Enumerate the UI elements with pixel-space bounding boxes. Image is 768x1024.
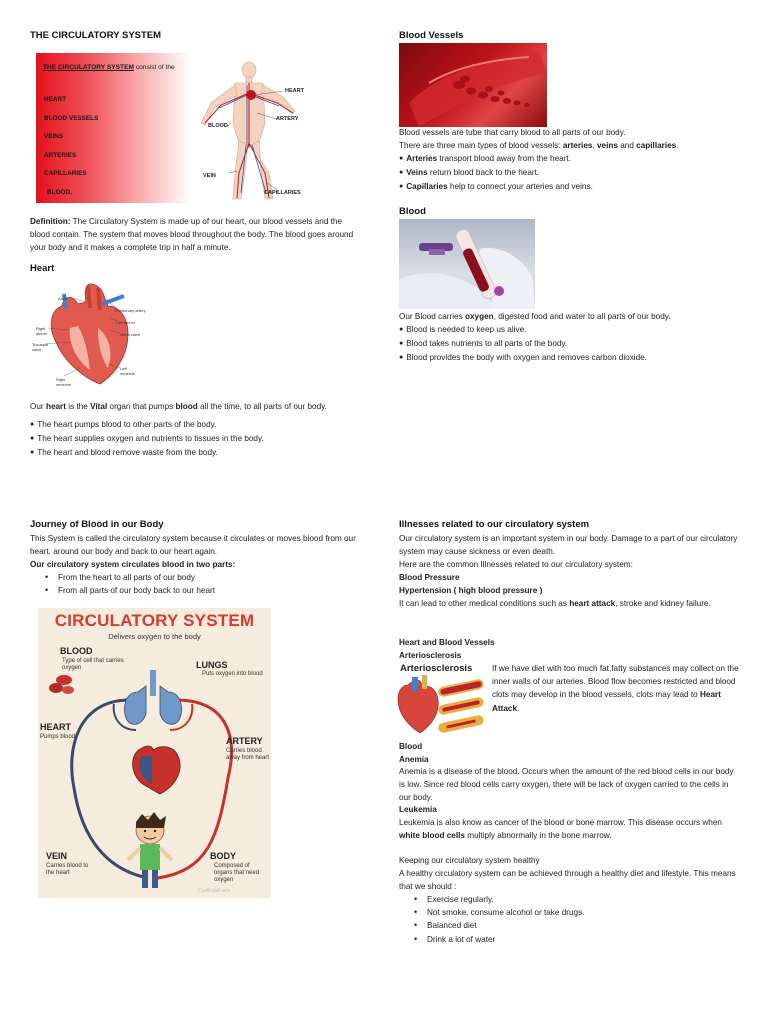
hero-consist-rest: consist of the [133, 64, 175, 71]
list-item: ● Veins return blood back to the heart. [399, 166, 744, 180]
hero-consist-bold: THE CIRCULATORY SYSTEM [43, 64, 134, 71]
arteriosclerosis-image-title: Arteriosclerosis [400, 663, 473, 674]
keeping-healthy-list [399, 893, 739, 946]
list-item: ● Blood provides the body with oxygen and removes carbon dioxide. [399, 351, 744, 365]
journey-paragraph: This System is called the circulatory system because it circulates or moves blood from our heart, around our body and back to our heart again. [30, 534, 356, 557]
blood-bullet-list [399, 323, 744, 366]
definition-paragraph: Definition: The Circulatory System is made up of our heart, our blood vessels and the blood contain. The system that moves blood throughout the body. The blood goes around your body and it makes a complete trip in half a minute. [30, 217, 354, 253]
vessels-line-2: There are three main types of blood vessels: arteries, veins and capillaries. [399, 141, 679, 150]
vessels-bullet-list [399, 152, 744, 195]
hero-item: ARTERIES [44, 151, 77, 159]
list-item: • From the heart to all parts of our body [30, 571, 375, 584]
arteriosclerosis-text: If we have diet with too much fat,fatty substances may collect on the inner walls of our arteries. Blood flow becomes restricted and blood clots may develop in the blood vessels, clots may lead to Heart Attack. [492, 664, 739, 713]
heart-and-vessels-heading: Heart and Blood Vessels [399, 638, 495, 647]
page-title: THE CIRCULATORY SYSTEM [30, 30, 162, 41]
list-item: ● Blood takes nutrients to all parts of the body. [399, 337, 744, 351]
journey-bold-line: Our circulatory system circulates blood in two parts: [30, 560, 236, 569]
illnesses-heading: Illnesses related to our circulatory system [399, 519, 590, 530]
leukemia-heading: Leukemia [399, 805, 437, 814]
label-pulmonary-artery: Pulmonary artery [115, 308, 146, 313]
hero-item: BLOOD. [47, 188, 72, 196]
list-item: • Balanced diet [399, 919, 739, 932]
blood-vessel-image [399, 43, 547, 127]
anemia-heading: Anemia [399, 755, 429, 764]
hero-item: CAPILLARIES [44, 170, 87, 177]
figure-label-vein: VEIN [203, 173, 216, 179]
list-item: ● Capillaries help to connect your arteries and veins. [399, 180, 744, 194]
journey-heading: Journey of Blood in our Body [30, 519, 164, 530]
illness-intro: Our circulatory system is an important system in our body. Damage to a part of our circulatory system may cause sickness or even death. [399, 534, 738, 557]
label-tricuspid-valve: Tricuspid valve [32, 342, 49, 352]
poster-watermark: CoolKidsFacts [198, 888, 231, 894]
poster-artery-heading: ARTERY [226, 736, 263, 746]
hero-item: BLOOD VESSELS [44, 114, 99, 122]
vessels-line-1: Blood vessels are tube that carry blood to all parts of our body. [399, 128, 626, 137]
blood-carries-line: Our Blood carries oxygen, digested food and water to all parts of our body. [399, 312, 671, 321]
journey-bullet-list [30, 571, 375, 597]
heart-vital-sentence: Our heart is the Vital organ that pumps blood all the time, to all parts of our body. [30, 402, 327, 411]
heart-bullet-list [30, 418, 370, 461]
illness-common-line: Here are the common Illnesses related to our circulatory system: [399, 560, 633, 569]
label-aorta: Aorta [58, 296, 68, 301]
poster-heart-text: Pumps blood [40, 734, 76, 740]
poster-vein-text: Carries blood to the heart [46, 863, 89, 876]
anemia-text: Anemia is a disease of the blood. Occurs when the amount of the red blood cells in our body is low. Since red blood cells carry oxygen, there will be lack of oxygen carried to the cells in our body. [399, 767, 734, 803]
hero-item: VEINS [44, 133, 64, 140]
blood-heading: Blood [399, 206, 426, 217]
blood-illness-heading: Blood [399, 742, 423, 751]
figure-label-artery: ARTERY [276, 116, 299, 122]
keeping-healthy-text: A healthy circulatory system can be achieved through a healthy diet and lifestyle. This means that we should : [399, 869, 736, 892]
blood-pressure-heading: Blood Pressure [399, 573, 460, 582]
circulatory-system-poster [38, 608, 271, 898]
blood-sample-image [399, 219, 535, 309]
arteriosclerosis-heading: Arteriosclerosis [399, 651, 462, 660]
list-item: ● The heart pumps blood to other parts of the body. [30, 418, 370, 432]
list-item: • From all parts of our body back to our heart [30, 584, 375, 597]
poster-blood-text: Type of cell that carries oxygen [62, 658, 124, 671]
list-item: • Not smoke, consume alcohol or take drugs. [399, 906, 739, 919]
list-item: ● The heart and blood remove waste from the body. [30, 446, 370, 460]
figure-label-blood: BLOOD [208, 123, 228, 129]
list-item: • Exercise regularly. [399, 893, 739, 906]
poster-lungs-heading: LUNGS [196, 660, 228, 670]
hypertension-heading: Hypertension ( high blood pressure ) [399, 586, 543, 595]
blood-vessels-heading: Blood Vessels [399, 30, 464, 41]
poster-subtitle: Delivers oxygen to the body [108, 632, 201, 641]
heart-anatomy-diagram [28, 280, 153, 390]
heart-heading: Heart [30, 263, 55, 274]
list-item: ● Arteries transport blood away from the heart. [399, 152, 744, 166]
keeping-healthy-heading: Keeping our circulatory system healthy [399, 856, 540, 865]
label-right-ventricle: Right ventricle [56, 377, 71, 387]
list-item: ● Blood is needed to keep us alive. [399, 323, 744, 337]
poster-body-text: Composed of organs that need oxygen [214, 863, 260, 883]
leukemia-text: Leukemia is also know as cancer of the blood or bone marrow. This disease occurs when white blood cells multiply abnormally in the bone marrow. [399, 818, 722, 841]
poster-heart-heading: HEART [40, 722, 71, 732]
hypertension-text: It can lead to other medical conditions such as heart attack, stroke and kidney failure. [399, 599, 711, 608]
label-right-atrium: Right atrium [36, 326, 48, 336]
label-left-atrium: Left atrium [116, 320, 135, 325]
hero-item: HEART [44, 96, 67, 103]
poster-blood-heading: BLOOD [60, 646, 93, 656]
arteriosclerosis-image [392, 661, 487, 737]
figure-label-heart: HEART [285, 88, 304, 94]
list-item: ● The heart supplies oxygen and nutrients to tissues in the body. [30, 432, 370, 446]
label-mitral-valve: Mitral valve [120, 332, 141, 337]
poster-artery-text: Carries blood away from heart [226, 748, 270, 761]
poster-vein-heading: VEIN [46, 851, 68, 861]
label-left-ventricle: Left ventricle [120, 366, 135, 376]
circulatory-system-hero-image [36, 53, 308, 203]
list-item: • Drink a lot of water [399, 933, 739, 946]
poster-body-heading: BODY [210, 851, 237, 861]
figure-label-capillaries: CAPILLARIES [264, 190, 301, 196]
poster-title: CIRCULATORY SYSTEM [54, 611, 255, 630]
poster-lungs-text: Puts oxygen into blood [202, 671, 263, 677]
